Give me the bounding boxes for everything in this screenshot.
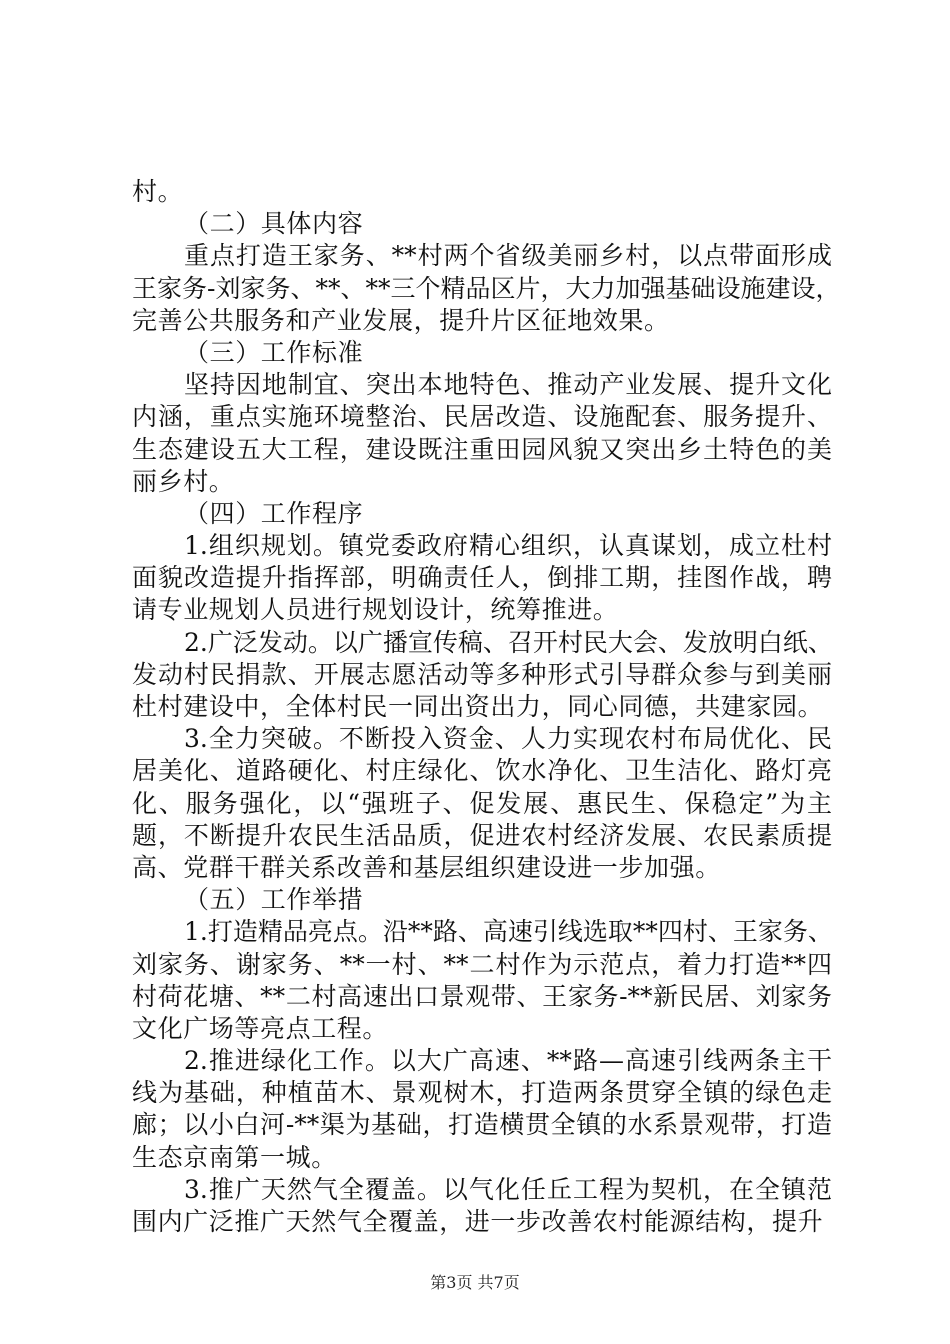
- paragraph: [132, 1045, 832, 1174]
- text-line: 内涵，重点实施环境整治、民居改造、设施配套、服务提升、: [132, 402, 832, 432]
- document-body: [132, 176, 841, 1238]
- text-line: 面貌改造提升指挥部，明确责任人，倒排工期，挂图作战，聘: [132, 563, 832, 593]
- text-line: 村荷花塘、**二村高速出口景观带、王家务-**新民居、刘家务: [132, 981, 832, 1011]
- section-heading: [132, 337, 832, 369]
- text-line: （二）具体内容: [184, 209, 364, 239]
- text-line: 1.组织规划。镇党委政府精心组织，认真谋划，成立杜村: [184, 531, 832, 561]
- text-line: 高、党群干群关系改善和基层组织建设进一步加强。: [132, 852, 721, 882]
- paragraph: [132, 530, 832, 627]
- text-line: 线为基础，种植苗木、景观树木，打造两条贯穿全镇的绿色走: [132, 1078, 832, 1108]
- text-line: 围内广泛推广天然气全覆盖，进一步改善农村能源结构，提升: [132, 1207, 824, 1236]
- text-line: （四）工作程序: [184, 498, 364, 528]
- section-heading: [132, 208, 832, 240]
- text-line: 完善公共服务和产业发展，提升片区征地效果。: [132, 305, 670, 335]
- text-line: 1.打造精品亮点。沿**路、高速引线选取**四村、王家务、: [184, 917, 833, 947]
- text-line: 丽乡村。: [132, 466, 235, 496]
- paragraph: [132, 176, 832, 208]
- text-line: 化、服务强化，以“强班子、促发展、惠民生、保稳定”为主: [132, 788, 832, 818]
- section-heading: [132, 884, 832, 916]
- text-line: 请专业规划人员进行规划设计，统筹推进。: [132, 595, 619, 625]
- section-heading: [132, 498, 832, 530]
- paragraph: [132, 627, 832, 724]
- text-line: 发动村民捐款、开展志愿活动等多种形式引导群众参与到美丽: [132, 659, 832, 689]
- paragraph: [132, 723, 832, 884]
- text-line: 刘家务、谢家务、**一村、**二村作为示范点，着力打造**四: [132, 949, 832, 979]
- text-line: （五）工作举措: [184, 885, 364, 915]
- text-line: 村。: [132, 177, 184, 206]
- text-line: 生态京南第一城。: [132, 1142, 337, 1172]
- text-line: 题，不断提升农民生活品质，促进农村经济发展、农民素质提: [132, 820, 832, 850]
- text-line: 文化广场等亮点工程。: [132, 1013, 389, 1043]
- paragraph: [132, 1174, 832, 1238]
- paragraph: [132, 240, 841, 337]
- text-line: 杜村建设中，全体村民一同出资出力，同心同德，共建家园。: [132, 692, 824, 721]
- text-line: 2.广泛发动。以广播宣传稿、召开村民大会、发放明白纸、: [184, 627, 833, 657]
- text-line: 重点打造王家务、**村两个省级美丽乡村，以点带面形成: [184, 241, 832, 271]
- text-line: 坚持因地制宜、突出本地特色、推动产业发展、提升文化: [184, 370, 832, 400]
- text-line: 廊；以小白河-**渠为基础，打造横贯全镇的水系景观带，打造: [132, 1110, 832, 1140]
- text-line: 3.推广天然气全覆盖。以气化任丘工程为契机，在全镇范: [184, 1174, 832, 1204]
- text-line: 2.推进绿化工作。以大广高速、**路—高速引线两条主干: [184, 1046, 832, 1076]
- text-line: 3.全力突破。不断投入资金、人力实现农村布局优化、民: [184, 724, 832, 754]
- text-line: 王家务-刘家务、**、**三个精品区片，大力加强基础设施建设，: [132, 273, 841, 303]
- text-line: 居美化、道路硬化、村庄绿化、饮水净化、卫生洁化、路灯亮: [132, 756, 832, 786]
- page-number: 第3页 共7页: [430, 1273, 520, 1292]
- paragraph: [132, 916, 832, 1045]
- paragraph: [132, 369, 832, 498]
- text-line: （三）工作标准: [184, 337, 364, 367]
- text-line: 生态建设五大工程，建设既注重田园风貌又突出乡土特色的美: [132, 434, 832, 464]
